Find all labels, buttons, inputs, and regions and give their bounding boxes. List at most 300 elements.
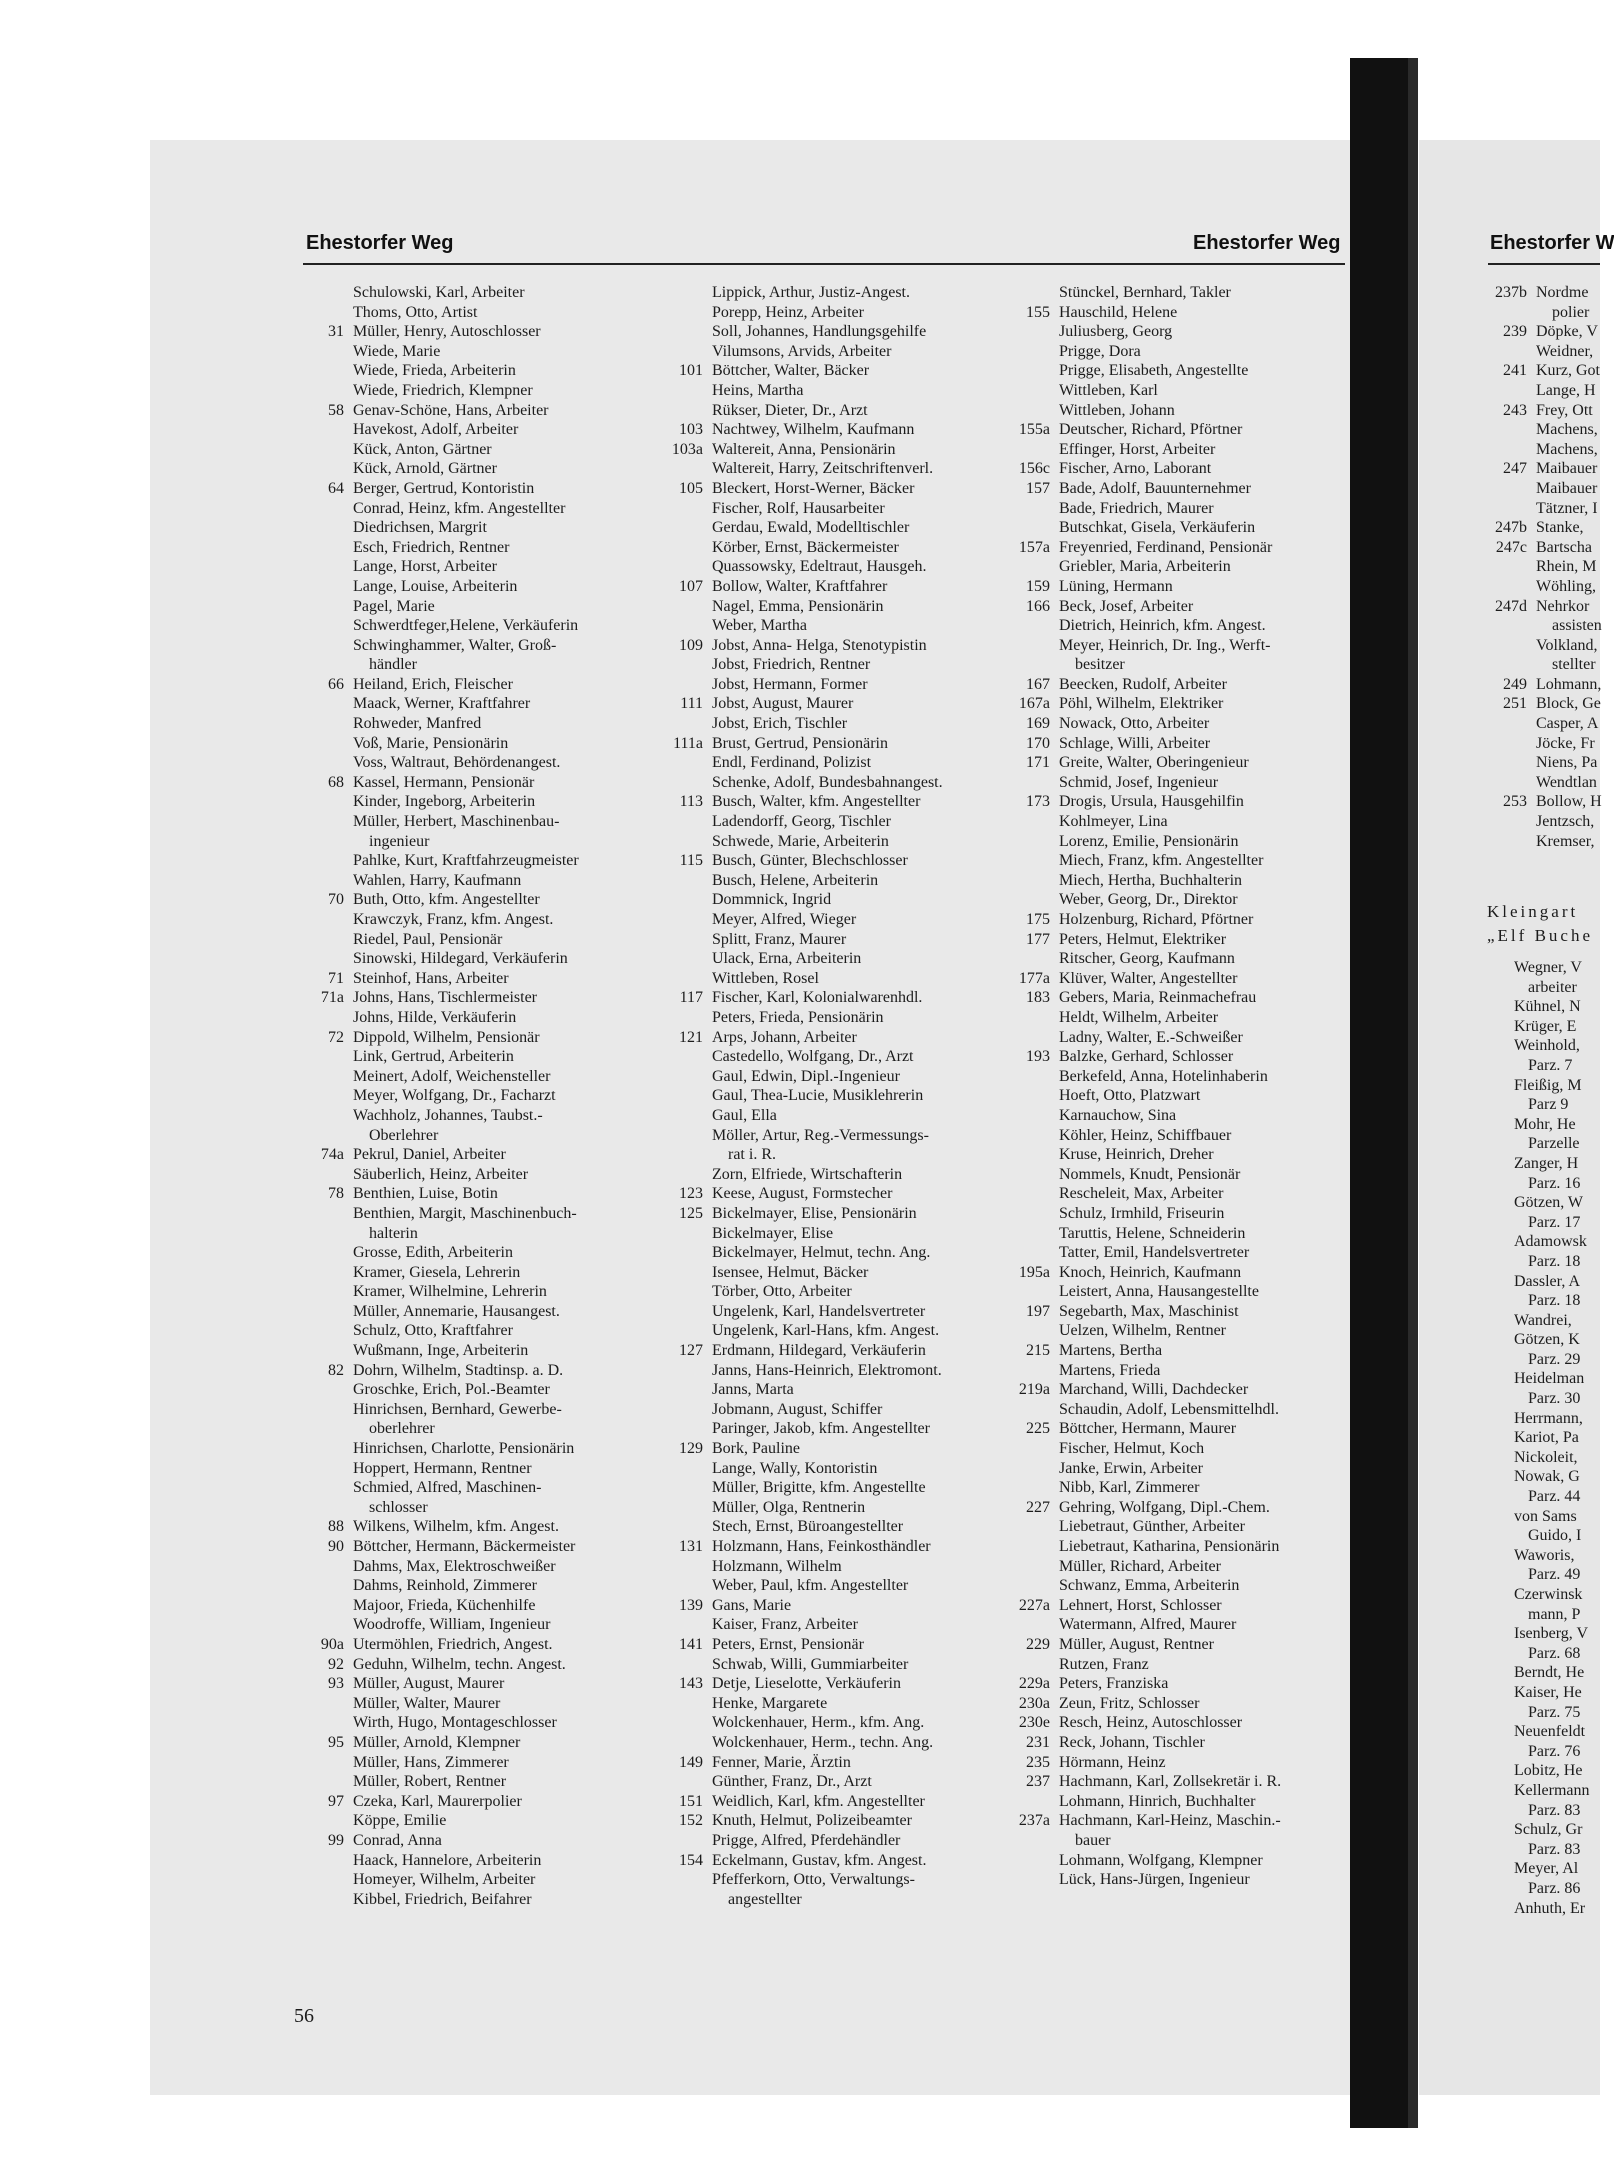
house-number xyxy=(1484,557,1536,577)
house-number: 31 xyxy=(328,323,344,341)
directory-entry xyxy=(294,930,659,950)
house-number xyxy=(652,675,712,695)
directory-entry xyxy=(1484,283,1600,303)
house-number: 230e xyxy=(1018,1714,1050,1732)
house-number: 111a xyxy=(673,734,703,752)
house-number xyxy=(1484,812,1536,832)
house-number xyxy=(294,597,353,617)
house-number xyxy=(652,1126,712,1146)
resident-name: Nordme xyxy=(1536,284,1589,301)
resident-name: Griebler, Maria, Arbeiterin xyxy=(1059,558,1231,576)
house-number xyxy=(652,1263,712,1283)
house-number xyxy=(294,1263,353,1283)
house-number: 156c xyxy=(1018,460,1050,478)
directory-entry xyxy=(652,499,1007,519)
resident-name: Zorn, Elfriede, Wirtschafterin xyxy=(712,1165,903,1183)
resident-name: Martens, Bertha xyxy=(1059,1342,1163,1360)
house-number: 171 xyxy=(1026,754,1050,772)
resident-name: Nommels, Knudt, Pensionär xyxy=(1059,1165,1241,1183)
house-number xyxy=(998,1184,1059,1204)
directory-entry xyxy=(294,1302,659,1322)
directory-entry xyxy=(998,1713,1344,1733)
house-number: 113 xyxy=(679,793,703,811)
directory-entry xyxy=(294,1674,659,1694)
directory-entry xyxy=(294,655,659,675)
house-number xyxy=(998,1204,1059,1224)
house-number xyxy=(652,1047,712,1067)
directory-entry xyxy=(294,1576,659,1596)
resident-name: Lange, H xyxy=(1536,381,1596,399)
house-number xyxy=(998,812,1059,832)
resident-name: Schwanz, Emma, Arbeiterin xyxy=(1059,1577,1240,1595)
house-number xyxy=(294,1086,353,1106)
directory-entry xyxy=(294,1753,659,1773)
resident-name: Dahms, Max, Elektroschweißer xyxy=(353,1557,556,1575)
resident-name: besitzer xyxy=(1075,656,1125,674)
house-number xyxy=(294,1126,353,1146)
directory-entry xyxy=(294,1694,659,1714)
house-number xyxy=(652,1694,712,1714)
resident-name: Wendtlan xyxy=(1536,773,1597,791)
resident-name: Fischer, Arno, Laborant xyxy=(1059,460,1212,478)
directory-entry xyxy=(998,1694,1344,1714)
resident-name: Weidlich, Karl, kfm. Angestellter xyxy=(712,1792,925,1810)
directory-entry xyxy=(1484,322,1600,342)
kleingarten-entry: Mohr, He xyxy=(1514,1115,1576,1133)
house-number xyxy=(998,1615,1059,1635)
house-number xyxy=(1484,734,1536,754)
directory-entry xyxy=(294,1321,659,1341)
resident-name: Wolckenhauer, Herm., techn. Ang. xyxy=(712,1733,934,1751)
house-number xyxy=(1484,577,1536,597)
resident-name: Gehring, Wolfgang, Dipl.-Chem. xyxy=(1059,1498,1270,1516)
house-number xyxy=(294,714,353,734)
house-number xyxy=(294,1713,353,1733)
directory-entry xyxy=(998,1419,1344,1439)
directory-entry xyxy=(1484,557,1600,577)
directory-entry xyxy=(998,322,1344,342)
directory-entry xyxy=(652,832,1007,852)
house-number xyxy=(998,1224,1059,1244)
resident-name: Jobst, Erich, Tischler xyxy=(712,715,848,733)
resident-name: Bartscha xyxy=(1536,538,1592,556)
resident-name: Oberlehrer xyxy=(369,1126,439,1144)
resident-name: Meyer, Wolfgang, Dr., Facharzt xyxy=(353,1087,556,1105)
directory-entry xyxy=(652,577,1007,597)
house-number xyxy=(652,342,712,362)
house-number xyxy=(294,636,353,656)
directory-entry xyxy=(294,1400,659,1420)
resident-name: Liebetraut, Günther, Arbeiter xyxy=(1059,1518,1245,1536)
resident-name: Weidner, xyxy=(1536,342,1594,360)
directory-entry xyxy=(998,1321,1344,1341)
house-number xyxy=(294,655,353,675)
house-number xyxy=(294,616,353,636)
resident-name: Prigge, Alfred, Pferdehändler xyxy=(712,1831,901,1849)
directory-entry xyxy=(998,459,1344,479)
directory-entry xyxy=(652,1792,1007,1812)
directory-entry xyxy=(294,499,659,519)
resident-name: Kremser, xyxy=(1536,832,1595,850)
kleingarten-list xyxy=(1514,958,1600,1918)
directory-entry xyxy=(294,518,659,538)
house-number xyxy=(998,1459,1059,1479)
house-number: 88 xyxy=(328,1518,344,1536)
house-number xyxy=(1484,714,1536,734)
resident-name: rat i. R. xyxy=(728,1146,776,1164)
house-number xyxy=(294,1380,353,1400)
house-number: 109 xyxy=(679,636,703,654)
house-number xyxy=(294,538,353,558)
directory-entry xyxy=(998,1361,1344,1381)
directory-entry xyxy=(652,440,1007,460)
directory-entry xyxy=(652,1224,1007,1244)
house-number xyxy=(998,1067,1059,1087)
house-number xyxy=(998,1243,1059,1263)
house-number xyxy=(998,1870,1059,1890)
house-number xyxy=(294,1008,353,1028)
directory-entry xyxy=(998,597,1344,617)
resident-name: Stünckel, Bernhard, Takler xyxy=(1059,284,1231,301)
house-number xyxy=(652,773,712,793)
kleingarten-entry: Götzen, K xyxy=(1514,1331,1580,1349)
house-number: 101 xyxy=(679,362,703,380)
resident-name: Jöcke, Fr xyxy=(1536,734,1595,752)
resident-name: Conrad, Heinz, kfm. Angestellter xyxy=(353,499,566,517)
directory-entry xyxy=(1484,792,1600,812)
resident-name: Peters, Ernst, Pensionär xyxy=(712,1635,864,1653)
resident-name: Liebetraut, Katharina, Pensionärin xyxy=(1059,1538,1280,1555)
resident-name: Lippick, Arthur, Justiz-Angest. xyxy=(712,284,910,301)
directory-entry xyxy=(652,1694,1007,1714)
house-number xyxy=(294,1047,353,1067)
resident-name: Wahlen, Harry, Kaufmann xyxy=(353,871,522,889)
resident-name: oberlehrer xyxy=(369,1420,435,1438)
house-number xyxy=(294,361,353,381)
directory-entry xyxy=(998,636,1344,656)
directory-entry xyxy=(652,1772,1007,1792)
house-number xyxy=(294,1811,353,1831)
resident-name: Böttcher, Hermann, Maurer xyxy=(1059,1420,1237,1438)
directory-entry xyxy=(294,1047,659,1067)
resident-name: Haack, Hannelore, Arbeiterin xyxy=(353,1851,542,1869)
resident-name: Dommnick, Ingrid xyxy=(712,891,832,909)
house-number xyxy=(998,949,1059,969)
directory-entry xyxy=(652,1145,1007,1165)
house-number xyxy=(294,930,353,950)
house-number xyxy=(652,1517,712,1537)
resident-name: Törber, Otto, Arbeiter xyxy=(712,1283,852,1301)
directory-entry xyxy=(652,1419,1007,1439)
resident-name: Schlage, Willi, Arbeiter xyxy=(1059,734,1211,752)
directory-entry xyxy=(294,1596,659,1616)
resident-name: Janke, Erwin, Arbeiter xyxy=(1059,1459,1203,1477)
house-number xyxy=(998,890,1059,910)
house-number xyxy=(652,1733,712,1753)
resident-name: stellter xyxy=(1552,656,1596,674)
resident-name: Porepp, Heinz, Arbeiter xyxy=(712,303,864,321)
house-number: 247b xyxy=(1495,519,1527,537)
kleingarten-entry: Zanger, H xyxy=(1514,1154,1579,1172)
house-number: 68 xyxy=(328,773,344,791)
resident-name: Müller, August, Rentner xyxy=(1059,1635,1214,1653)
directory-entry xyxy=(998,381,1344,401)
directory-entry xyxy=(294,381,659,401)
resident-name: Johns, Hilde, Verkäuferin xyxy=(353,1008,517,1026)
house-number xyxy=(652,1361,712,1381)
resident-name: Böttcher, Walter, Bäcker xyxy=(712,362,870,380)
directory-entry xyxy=(652,753,1007,773)
resident-name: angestellter xyxy=(728,1890,802,1908)
kleingarten-entry: Wegner, V xyxy=(1514,959,1582,976)
resident-name: Casper, A xyxy=(1536,715,1599,733)
house-number: 95 xyxy=(328,1733,344,1751)
resident-name: halterin xyxy=(369,1224,418,1242)
resident-name: Jobst, Hermann, Former xyxy=(712,675,868,693)
resident-name: Ladny, Walter, E.-Schweißer xyxy=(1059,1028,1243,1046)
page-number: 56 xyxy=(294,2005,314,2027)
resident-name: Arps, Johann, Arbeiter xyxy=(712,1028,857,1046)
kleingarten-entry: Berndt, He xyxy=(1514,1664,1585,1682)
directory-entry xyxy=(652,1635,1007,1655)
resident-name: Endl, Ferdinand, Polizist xyxy=(712,754,872,772)
resident-name: Meyer, Alfred, Wieger xyxy=(712,911,857,928)
resident-name: Lohmann, xyxy=(1536,675,1602,693)
house-number xyxy=(652,1615,712,1635)
resident-name: Ungelenk, Karl-Hans, kfm. Angest. xyxy=(712,1322,940,1340)
house-number xyxy=(998,655,1059,675)
directory-entry xyxy=(294,1106,659,1126)
resident-name: Kück, Anton, Gärtner xyxy=(353,440,492,458)
resident-name: Segebarth, Max, Maschinist xyxy=(1059,1302,1239,1320)
house-number: 127 xyxy=(679,1342,703,1360)
house-number xyxy=(294,1243,353,1263)
directory-entry xyxy=(294,1478,659,1498)
directory-entry xyxy=(294,851,659,871)
house-number: 166 xyxy=(1026,597,1050,615)
directory-entry xyxy=(294,440,659,460)
resident-name: Schulowski, Karl, Arbeiter xyxy=(353,284,525,301)
resident-name: Homeyer, Wilhelm, Arbeiter xyxy=(353,1871,536,1889)
house-number: 58 xyxy=(328,401,344,419)
directory-entry xyxy=(652,1321,1007,1341)
resident-name: Majoor, Frieda, Küchenhilfe xyxy=(353,1596,536,1614)
house-number xyxy=(998,283,1059,303)
house-number: 225 xyxy=(1026,1420,1050,1438)
resident-name: Schenke, Adolf, Bundesbahnangest. xyxy=(712,773,943,791)
house-number xyxy=(294,1204,353,1224)
resident-name: Kruse, Heinrich, Dreher xyxy=(1059,1146,1214,1164)
resident-name: Müller, Hans, Zimmerer xyxy=(353,1753,509,1771)
resident-name: Bickelmayer, Elise xyxy=(712,1224,834,1242)
resident-name: Jobst, August, Maurer xyxy=(712,695,854,713)
directory-entry xyxy=(998,1282,1344,1302)
directory-entry xyxy=(294,479,659,499)
directory-entry xyxy=(1484,597,1600,617)
house-number: 177 xyxy=(1026,930,1050,948)
resident-name: Wiede, Frieda, Arbeiterin xyxy=(353,362,516,380)
resident-name: Fischer, Karl, Kolonialwarenhdl. xyxy=(712,989,923,1007)
resident-name: Peters, Helmut, Elektriker xyxy=(1059,930,1227,948)
house-number: 159 xyxy=(1026,577,1050,595)
house-number xyxy=(294,283,353,303)
house-number: 155a xyxy=(1018,421,1050,439)
house-number xyxy=(294,851,353,871)
resident-name: Heldt, Wilhelm, Arbeiter xyxy=(1059,1008,1219,1026)
resident-name: Wachholz, Johannes, Taubst.- xyxy=(353,1106,543,1124)
resident-name: Knoch, Heinrich, Kaufmann xyxy=(1059,1263,1242,1281)
resident-name: Berger, Gertrud, Kontoristin xyxy=(353,479,535,497)
directory-entry xyxy=(998,342,1344,362)
resident-name: Waltereit, Anna, Pensionärin xyxy=(712,440,896,458)
directory-entry xyxy=(652,949,1007,969)
house-number xyxy=(998,871,1059,891)
house-number: 157a xyxy=(1018,538,1050,556)
kleingarten-entry: arbeiter xyxy=(1528,978,1577,996)
house-number xyxy=(1484,753,1536,773)
directory-entry xyxy=(1484,636,1600,656)
directory-entry xyxy=(998,1302,1344,1322)
resident-name: Wolckenhauer, Herm., kfm. Ang. xyxy=(712,1714,925,1732)
resident-name: Vilumsons, Arvids, Arbeiter xyxy=(712,342,892,360)
resident-name: Holzmann, Wilhelm xyxy=(712,1557,842,1575)
resident-name: Quassowsky, Edeltraut, Hausgeh. xyxy=(712,558,927,576)
directory-entry xyxy=(998,1243,1344,1263)
house-number xyxy=(998,1282,1059,1302)
directory-entry xyxy=(652,871,1007,891)
house-number xyxy=(652,1067,712,1087)
directory-entry xyxy=(294,949,659,969)
house-number xyxy=(998,1126,1059,1146)
house-number xyxy=(652,930,712,950)
house-number xyxy=(998,773,1059,793)
directory-entry xyxy=(998,401,1344,421)
house-number: 253 xyxy=(1503,793,1527,811)
directory-entry xyxy=(294,1890,659,1910)
resident-name: Paringer, Jakob, kfm. Angestellter xyxy=(712,1420,930,1438)
directory-entry xyxy=(998,1615,1344,1635)
kleingarten-entry: Isenberg, V xyxy=(1514,1625,1589,1643)
house-number: 235 xyxy=(1026,1753,1050,1771)
resident-name: Müller, Herbert, Maschinenbau- xyxy=(353,813,560,831)
house-number xyxy=(998,851,1059,871)
directory-entry xyxy=(652,1067,1007,1087)
resident-name: Müller, Robert, Rentner xyxy=(353,1773,507,1791)
directory-entry xyxy=(998,734,1344,754)
resident-name: Knuth, Helmut, Polizeibeamter xyxy=(712,1812,912,1830)
house-number: 230a xyxy=(1018,1694,1050,1712)
kleingarten-entry: mann, P xyxy=(1528,1605,1581,1623)
house-number: 74a xyxy=(320,1146,344,1164)
house-number xyxy=(652,1772,712,1792)
house-number xyxy=(294,577,353,597)
house-number xyxy=(294,1439,353,1459)
directory-entry xyxy=(652,714,1007,734)
resident-name: Kassel, Hermann, Pensionär xyxy=(353,773,535,791)
resident-name: Stanke, xyxy=(1536,519,1584,537)
resident-name: Lüning, Hermann xyxy=(1059,577,1173,595)
house-number: 215 xyxy=(1026,1342,1050,1360)
directory-entry xyxy=(294,1224,659,1244)
kleingarten-entry: Krüger, E xyxy=(1514,1017,1577,1035)
resident-name: Kück, Arnold, Gärtner xyxy=(353,460,497,478)
house-number xyxy=(294,381,353,401)
directory-entry xyxy=(652,930,1007,950)
house-number xyxy=(294,871,353,891)
house-number xyxy=(652,381,712,401)
resident-name: Müller, Richard, Arbeiter xyxy=(1059,1557,1221,1575)
house-number xyxy=(652,459,712,479)
directory-entry xyxy=(294,734,659,754)
house-number xyxy=(294,518,353,538)
resident-name: Wirth, Hugo, Montageschlosser xyxy=(353,1714,557,1732)
directory-entry xyxy=(1484,459,1600,479)
house-number xyxy=(998,557,1059,577)
resident-name: Busch, Günter, Blechschlosser xyxy=(712,852,908,870)
header-rule-right xyxy=(1488,263,1600,265)
house-number xyxy=(294,949,353,969)
house-number xyxy=(652,597,712,617)
directory-entry xyxy=(1484,616,1600,636)
house-number xyxy=(998,1361,1059,1381)
directory-entry xyxy=(998,1400,1344,1420)
kleingarten-entry: Meyer, Al xyxy=(1514,1860,1579,1878)
house-number: 123 xyxy=(679,1185,703,1203)
house-number xyxy=(652,890,712,910)
house-number: 247d xyxy=(1495,597,1527,615)
directory-entry xyxy=(998,851,1344,871)
directory-entry xyxy=(294,890,659,910)
directory-entry xyxy=(294,1165,659,1185)
house-number xyxy=(1484,342,1536,362)
resident-name: Berkefeld, Anna, Hotelinhaberin xyxy=(1059,1067,1268,1085)
directory-entry xyxy=(652,1243,1007,1263)
resident-name: Pagel, Marie xyxy=(353,597,435,615)
directory-entry xyxy=(1484,381,1600,401)
directory-entry xyxy=(1484,342,1600,362)
directory-entry xyxy=(294,283,659,303)
resident-name: Drogis, Ursula, Hausgehilfin xyxy=(1059,793,1244,811)
resident-name: Pekrul, Daniel, Arbeiter xyxy=(353,1146,506,1164)
resident-name: ingenieur xyxy=(369,832,430,850)
resident-name: Maibauer xyxy=(1536,460,1598,478)
resident-name: Stech, Ernst, Büroangestellter xyxy=(712,1518,904,1536)
house-number: 167 xyxy=(1026,675,1050,693)
directory-entry xyxy=(652,1674,1007,1694)
directory-entry xyxy=(998,1165,1344,1185)
house-number xyxy=(652,1713,712,1733)
resident-name: Woodroffe, William, Ingenieur xyxy=(353,1616,551,1634)
directory-entry xyxy=(652,910,1007,930)
directory-entry xyxy=(998,1655,1344,1675)
house-number: 175 xyxy=(1026,911,1050,928)
house-number xyxy=(652,283,712,303)
house-number xyxy=(294,1478,353,1498)
directory-entry xyxy=(652,1615,1007,1635)
directory-entry xyxy=(294,1145,659,1165)
resident-name: Prigge, Elisabeth, Angestellte xyxy=(1059,362,1249,380)
kleingarten-entry: Parz. 7 xyxy=(1528,1056,1573,1074)
directory-entry xyxy=(998,714,1344,734)
directory-entry xyxy=(652,557,1007,577)
directory-entry xyxy=(998,1557,1344,1577)
directory-entry xyxy=(998,675,1344,695)
resident-name: Nehrkor xyxy=(1536,597,1590,615)
house-number xyxy=(1484,773,1536,793)
directory-entry xyxy=(294,1557,659,1577)
house-number xyxy=(1484,832,1536,852)
resident-name: Link, Gertrud, Arbeiterin xyxy=(353,1048,514,1066)
